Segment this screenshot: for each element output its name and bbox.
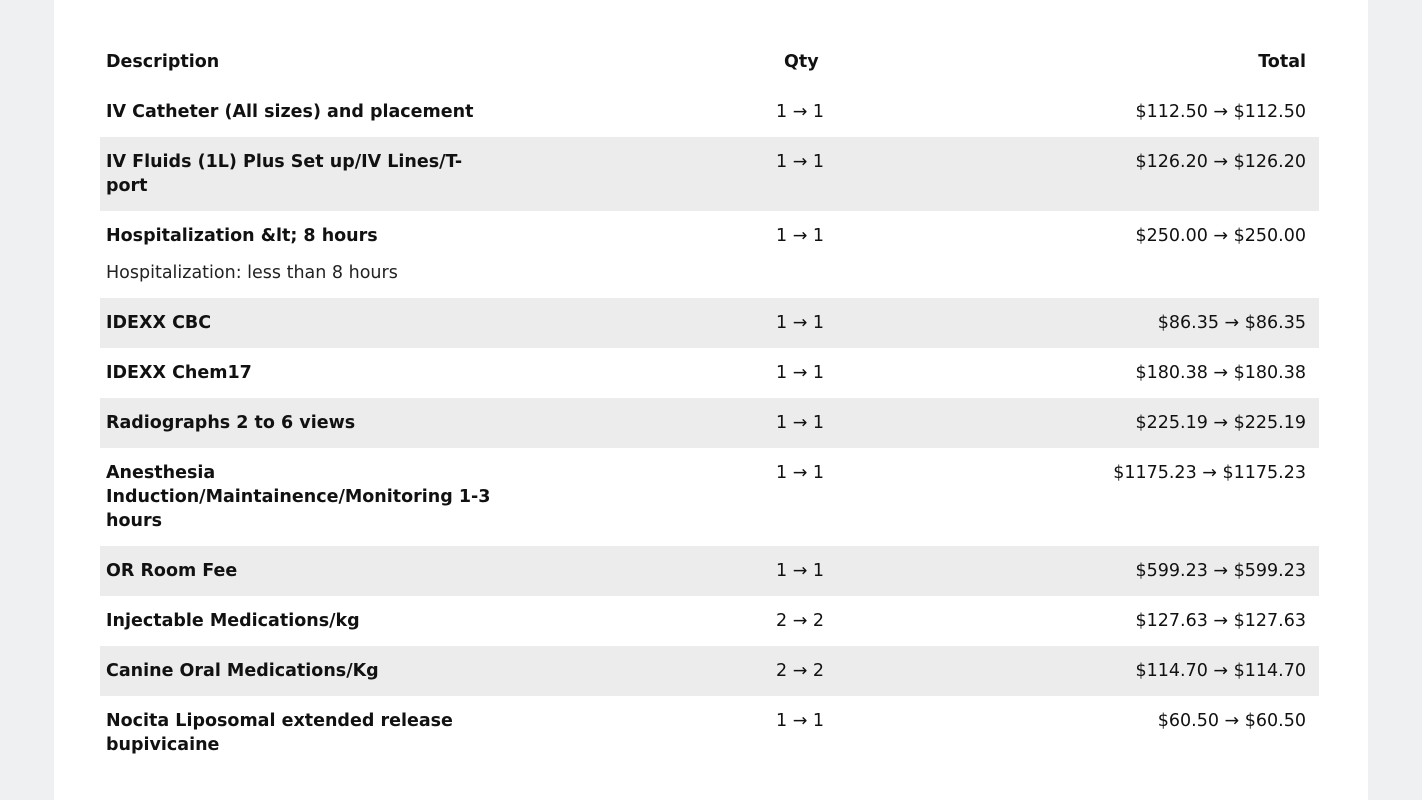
item-total: $599.23 → $599.23 [1135, 561, 1306, 581]
table-row [100, 298, 1319, 348]
item-qty: 1 → 1 [776, 463, 825, 483]
item-qty: 1 → 1 [776, 413, 825, 433]
item-description: IDEXX Chem17 [106, 363, 252, 383]
item-total: $1175.23 → $1175.23 [1113, 463, 1306, 483]
item-description: IDEXX CBC [106, 313, 212, 333]
table-row [100, 348, 1319, 398]
item-description: Canine Oral Medications/Kg [106, 661, 379, 681]
table-row [100, 87, 1319, 137]
item-total: $250.00 → $250.00 [1135, 226, 1306, 246]
header-qty: Qty [784, 52, 819, 72]
item-description: Radiographs 2 to 6 views [106, 413, 356, 433]
table-row [100, 696, 1319, 770]
table-row [100, 448, 1319, 546]
item-qty: 2 → 2 [776, 661, 825, 681]
header-description: Description [106, 52, 220, 72]
item-total: $60.50 → $60.50 [1157, 711, 1306, 731]
item-total: $86.35 → $86.35 [1157, 313, 1306, 333]
table-row [100, 596, 1319, 646]
table-row [100, 211, 1319, 261]
item-qty: 1 → 1 [776, 313, 825, 333]
table-header [100, 37, 1319, 87]
item-description: Anesthesia Induction/Maintainence/Monitoring 1-3 hours [106, 463, 491, 531]
item-description: IV Catheter (All sizes) and placement [106, 102, 474, 122]
item-total: $114.70 → $114.70 [1135, 661, 1306, 681]
item-qty: 1 → 1 [776, 102, 825, 122]
item-qty: 1 → 1 [776, 152, 825, 172]
item-note: Hospitalization: less than 8 hours [106, 263, 398, 283]
item-description: Hospitalization &lt; 8 hours [106, 226, 378, 246]
item-description: Nocita Liposomal extended release bupivicaine [106, 711, 453, 755]
line-items-table [100, 37, 1319, 770]
table-row [100, 646, 1319, 696]
item-qty: 1 → 1 [776, 561, 825, 581]
header-total: Total [1258, 52, 1306, 72]
item-total: $127.63 → $127.63 [1135, 611, 1306, 631]
item-qty: 1 → 1 [776, 711, 825, 731]
item-qty: 1 → 1 [776, 363, 825, 383]
table-row [100, 137, 1319, 211]
table-row [100, 398, 1319, 448]
table-row [100, 546, 1319, 596]
item-qty: 2 → 2 [776, 611, 825, 631]
item-total: $180.38 → $180.38 [1135, 363, 1306, 383]
item-description: Injectable Medications/kg [106, 611, 360, 631]
item-description: IV Fluids (1L) Plus Set up/IV Lines/T-port [106, 152, 463, 196]
item-total: $112.50 → $112.50 [1135, 102, 1306, 122]
item-total: $126.20 → $126.20 [1135, 152, 1306, 172]
item-description: OR Room Fee [106, 561, 238, 581]
invoice-card [54, 0, 1368, 800]
item-qty: 1 → 1 [776, 226, 825, 246]
item-total: $225.19 → $225.19 [1135, 413, 1306, 433]
